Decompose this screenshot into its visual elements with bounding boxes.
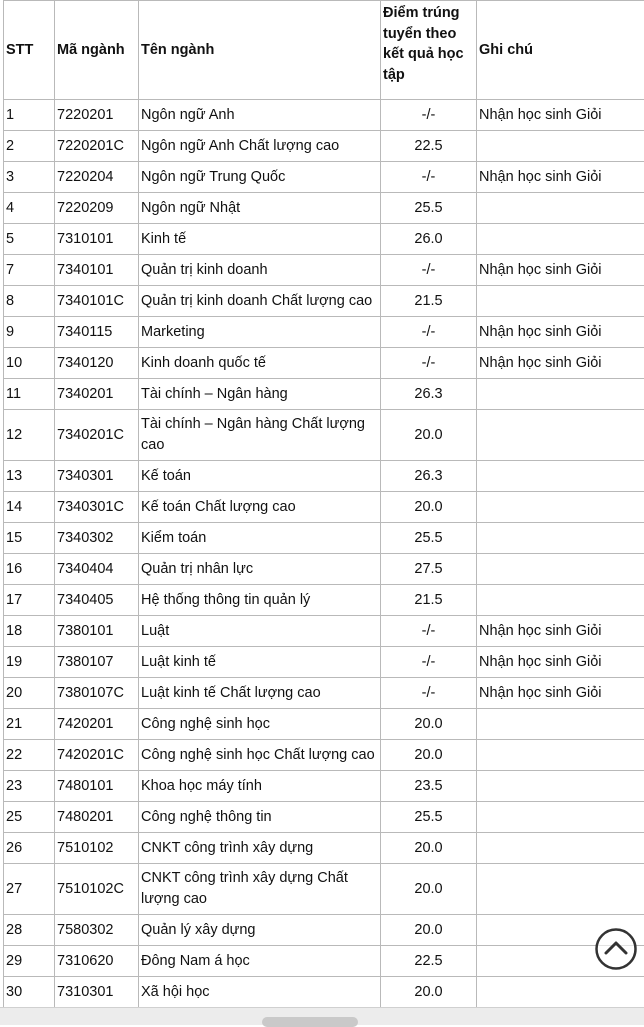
cell-stt: 17 (4, 585, 55, 616)
cell-major-name: Công nghệ sinh học Chất lượng cao (139, 740, 381, 771)
cell-major-code: 7380107C (55, 678, 139, 709)
header-stt: STT (4, 1, 55, 100)
cell-score: 20.0 (381, 492, 477, 523)
admission-score-table (3, 0, 644, 1008)
cell-note (477, 554, 644, 585)
cell-note (477, 193, 644, 224)
cell-score: 21.5 (381, 585, 477, 616)
cell-note (477, 410, 644, 461)
cell-note (477, 977, 644, 1008)
cell-score: -/- (381, 616, 477, 647)
cell-score: 26.0 (381, 224, 477, 255)
cell-major-name: Ngôn ngữ Trung Quốc (139, 162, 381, 193)
cell-major-code: 7340301C (55, 492, 139, 523)
header-admission-score: Điểm trúng tuyển theo kết quả học tập (381, 1, 477, 100)
table-row (4, 224, 644, 255)
cell-score: 20.0 (381, 410, 477, 461)
cell-note (477, 771, 644, 802)
cell-stt: 8 (4, 286, 55, 317)
cell-note: Nhận học sinh Giỏi (477, 348, 644, 379)
cell-note (477, 461, 644, 492)
table-row (4, 616, 644, 647)
table-row (4, 709, 644, 740)
cell-stt: 21 (4, 709, 55, 740)
cell-major-name: Công nghệ sinh học (139, 709, 381, 740)
cell-major-name: Đông Nam á học (139, 946, 381, 977)
cell-major-name: Luật kinh tế Chất lượng cao (139, 678, 381, 709)
cell-stt: 12 (4, 410, 55, 461)
cell-note (477, 585, 644, 616)
table-row (4, 678, 644, 709)
table-row (4, 162, 644, 193)
cell-major-code: 7340120 (55, 348, 139, 379)
cell-major-code: 7480101 (55, 771, 139, 802)
cell-stt: 27 (4, 864, 55, 915)
table-row (4, 379, 644, 410)
cell-major-code: 7480201 (55, 802, 139, 833)
cell-note: Nhận học sinh Giỏi (477, 162, 644, 193)
cell-major-name: Marketing (139, 317, 381, 348)
cell-major-code: 7220209 (55, 193, 139, 224)
table-row (4, 100, 644, 131)
cell-score: 27.5 (381, 554, 477, 585)
cell-major-code: 7380107 (55, 647, 139, 678)
table-row (4, 255, 644, 286)
cell-major-name: Kinh doanh quốc tế (139, 348, 381, 379)
cell-score: 25.5 (381, 802, 477, 833)
cell-major-name: Quản trị kinh doanh (139, 255, 381, 286)
table-row (4, 492, 644, 523)
cell-note: Nhận học sinh Giỏi (477, 647, 644, 678)
cell-major-name: Kế toán (139, 461, 381, 492)
cell-major-code: 7420201C (55, 740, 139, 771)
cell-score: 20.0 (381, 915, 477, 946)
cell-score: -/- (381, 348, 477, 379)
cell-score: 20.0 (381, 709, 477, 740)
cell-major-code: 7340115 (55, 317, 139, 348)
cell-stt: 22 (4, 740, 55, 771)
table-row (4, 410, 644, 461)
table-row (4, 977, 644, 1008)
cell-stt: 5 (4, 224, 55, 255)
cell-note (477, 224, 644, 255)
cell-stt: 7 (4, 255, 55, 286)
cell-note (477, 492, 644, 523)
cell-major-code: 7220201C (55, 131, 139, 162)
cell-score: 25.5 (381, 523, 477, 554)
cell-stt: 18 (4, 616, 55, 647)
cell-major-name: Ngôn ngữ Anh Chất lượng cao (139, 131, 381, 162)
cell-major-code: 7310101 (55, 224, 139, 255)
cell-major-name: Ngôn ngữ Anh (139, 100, 381, 131)
cell-major-name: Công nghệ thông tin (139, 802, 381, 833)
cell-major-name: Luật kinh tế (139, 647, 381, 678)
cell-stt: 13 (4, 461, 55, 492)
cell-stt: 2 (4, 131, 55, 162)
cell-note (477, 740, 644, 771)
cell-score: 21.5 (381, 286, 477, 317)
cell-major-code: 7340302 (55, 523, 139, 554)
cell-major-name: Kế toán Chất lượng cao (139, 492, 381, 523)
cell-score: 26.3 (381, 461, 477, 492)
table-row (4, 554, 644, 585)
cell-score: 25.5 (381, 193, 477, 224)
cell-stt: 11 (4, 379, 55, 410)
cell-major-name: Quản trị nhân lực (139, 554, 381, 585)
cell-major-name: Xã hội học (139, 977, 381, 1008)
cell-stt: 26 (4, 833, 55, 864)
cell-note (477, 523, 644, 554)
cell-note: Nhận học sinh Giỏi (477, 678, 644, 709)
cell-score: -/- (381, 678, 477, 709)
cell-note (477, 379, 644, 410)
header-major-name: Tên ngành (139, 1, 381, 100)
cell-major-code: 7340405 (55, 585, 139, 616)
table-row (4, 740, 644, 771)
cell-major-code: 7420201 (55, 709, 139, 740)
cell-stt: 20 (4, 678, 55, 709)
cell-score: -/- (381, 317, 477, 348)
cell-major-name: Tài chính – Ngân hàng (139, 379, 381, 410)
table-row (4, 286, 644, 317)
table-row (4, 647, 644, 678)
cell-stt: 3 (4, 162, 55, 193)
cell-note (477, 864, 644, 915)
cell-major-code: 7510102C (55, 864, 139, 915)
home-indicator[interactable] (262, 1017, 358, 1027)
cell-major-code: 7340404 (55, 554, 139, 585)
cell-major-name: Khoa học máy tính (139, 771, 381, 802)
cell-stt: 30 (4, 977, 55, 1008)
cell-note: Nhận học sinh Giỏi (477, 100, 644, 131)
cell-major-code: 7340101 (55, 255, 139, 286)
table-row (4, 833, 644, 864)
cell-major-code: 7340301 (55, 461, 139, 492)
cell-score: 22.5 (381, 946, 477, 977)
header-major-code: Mã ngành (55, 1, 139, 100)
cell-note (477, 833, 644, 864)
table-row (4, 802, 644, 833)
table-row (4, 585, 644, 616)
cell-stt: 1 (4, 100, 55, 131)
cell-major-name: Kinh tế (139, 224, 381, 255)
cell-stt: 29 (4, 946, 55, 977)
cell-score: -/- (381, 647, 477, 678)
cell-stt: 14 (4, 492, 55, 523)
cell-major-name: Luật (139, 616, 381, 647)
cell-note (477, 286, 644, 317)
cell-score: 20.0 (381, 740, 477, 771)
cell-score: 26.3 (381, 379, 477, 410)
cell-major-code: 7340201C (55, 410, 139, 461)
cell-major-code: 7380101 (55, 616, 139, 647)
cell-major-name: Quản lý xây dựng (139, 915, 381, 946)
cell-stt: 9 (4, 317, 55, 348)
cell-stt: 19 (4, 647, 55, 678)
table-row (4, 946, 644, 977)
cell-major-name: CNKT công trình xây dựng (139, 833, 381, 864)
table-row (4, 461, 644, 492)
cell-major-name: Tài chính – Ngân hàng Chất lượng cao (139, 410, 381, 461)
cell-score: -/- (381, 100, 477, 131)
cell-score: 20.0 (381, 977, 477, 1008)
cell-stt: 23 (4, 771, 55, 802)
cell-stt: 16 (4, 554, 55, 585)
cell-note (477, 709, 644, 740)
table-row (4, 317, 644, 348)
cell-stt: 28 (4, 915, 55, 946)
cell-stt: 10 (4, 348, 55, 379)
cell-stt: 25 (4, 802, 55, 833)
cell-major-name: Quản trị kinh doanh Chất lượng cao (139, 286, 381, 317)
table-row (4, 348, 644, 379)
table-row (4, 523, 644, 554)
cell-major-code: 7310301 (55, 977, 139, 1008)
cell-stt: 4 (4, 193, 55, 224)
cell-major-code: 7310620 (55, 946, 139, 977)
cell-score: 20.0 (381, 833, 477, 864)
table-body (4, 100, 644, 1008)
cell-major-code: 7340201 (55, 379, 139, 410)
cell-note (477, 802, 644, 833)
scroll-to-top-icon[interactable] (594, 927, 638, 971)
cell-score: 22.5 (381, 131, 477, 162)
cell-major-name: CNKT công trình xây dựng Chất lượng cao (139, 864, 381, 915)
cell-major-name: Kiểm toán (139, 523, 381, 554)
table-row (4, 915, 644, 946)
cell-score: -/- (381, 255, 477, 286)
cell-major-name: Ngôn ngữ Nhật (139, 193, 381, 224)
cell-note: Nhận học sinh Giỏi (477, 255, 644, 286)
cell-note: Nhận học sinh Giỏi (477, 616, 644, 647)
admission-score-table-container (3, 0, 644, 1008)
cell-major-code: 7220204 (55, 162, 139, 193)
cell-major-code: 7340101C (55, 286, 139, 317)
header-note: Ghi chú (477, 1, 644, 100)
table-row (4, 771, 644, 802)
cell-major-code: 7220201 (55, 100, 139, 131)
cell-note (477, 131, 644, 162)
cell-major-code: 7510102 (55, 833, 139, 864)
table-row (4, 193, 644, 224)
cell-major-name: Hệ thống thông tin quản lý (139, 585, 381, 616)
cell-score: -/- (381, 162, 477, 193)
table-header-row (4, 1, 644, 100)
table-row (4, 131, 644, 162)
table-row (4, 864, 644, 915)
cell-score: 20.0 (381, 864, 477, 915)
cell-major-code: 7580302 (55, 915, 139, 946)
cell-note: Nhận học sinh Giỏi (477, 317, 644, 348)
cell-score: 23.5 (381, 771, 477, 802)
cell-stt: 15 (4, 523, 55, 554)
